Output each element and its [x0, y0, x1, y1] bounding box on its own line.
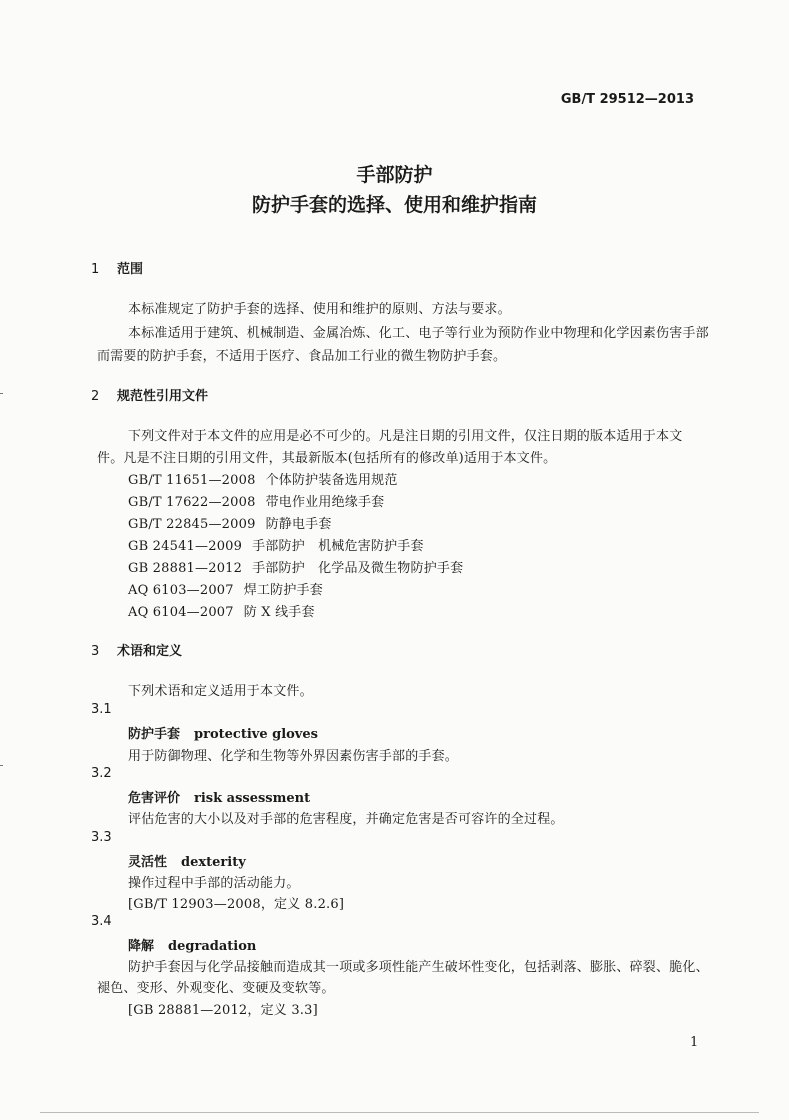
- term-definition: 操作过程中手部的活动能力。: [128, 876, 300, 891]
- document-title-line2: 防护手套的选择、使用和维护指南: [251, 194, 537, 216]
- reference-item: [128, 601, 315, 620]
- section-number: 1: [91, 262, 100, 277]
- term-cn: 灵活性: [128, 855, 168, 870]
- term-heading: [128, 935, 256, 954]
- term-heading: [128, 787, 310, 806]
- term-en: protective gloves: [194, 727, 318, 742]
- scan-bottom-edge: [40, 1112, 759, 1113]
- term-definition: 防护手套因与化学品接触而造成其一项或多项性能产生破坏性变化，包括剥落、膨胀、碎裂、脆化、: [128, 960, 709, 975]
- section-number: 3: [91, 644, 100, 659]
- reference-code: AQ 6104—2007: [128, 605, 234, 620]
- reference-code: GB 24541—2009: [128, 539, 243, 554]
- reference-title: 手部防护 化学品及微生物防护手套: [252, 561, 464, 576]
- reference-title: 带电作业用绝缘手套: [265, 495, 385, 510]
- term-definition: 褪色、变形、外观变化、变硬及变软等。: [97, 981, 335, 996]
- term-number: 3.2: [91, 766, 112, 781]
- page-number: 1: [690, 1035, 699, 1050]
- term-number: 3.4: [91, 914, 112, 929]
- reference-item: [128, 469, 398, 488]
- reference-code: GB/T 11651—2008: [128, 473, 256, 488]
- reference-item: [128, 557, 463, 576]
- term-en: dexterity: [181, 855, 246, 870]
- reference-code: GB/T 22845—2009: [128, 517, 256, 532]
- reference-title: 个体防护装备选用规范: [265, 473, 398, 488]
- standard-number: GB/T 29512—2013: [560, 92, 694, 107]
- section-number: 2: [91, 389, 100, 404]
- paragraph: 本标准适用于建筑、机械制造、金属冶炼、化工、电子等行业为预防作业中物理和化学因素伤害手部: [128, 326, 709, 341]
- term-cn: 危害评价: [128, 791, 181, 806]
- term-heading: [128, 723, 318, 742]
- term-definition: 用于防御物理、化学和生物等外界因素伤害手部的手套。: [128, 749, 459, 764]
- reference-title: 防 X 线手套: [243, 605, 315, 620]
- section-title: 范围: [117, 262, 144, 277]
- reference-item: [128, 491, 384, 510]
- paragraph: 而需要的防护手套，不适用于医疗、食品加工行业的微生物防护手套。: [97, 349, 507, 364]
- section-1-heading: [91, 258, 143, 277]
- section-title: 术语和定义: [117, 644, 183, 659]
- reference-code: AQ 6103—2007: [128, 583, 234, 598]
- term-number: 3.3: [91, 830, 112, 845]
- reference-title: 手部防护 机械危害防护手套: [252, 539, 424, 554]
- term-number: 3.1: [91, 702, 112, 717]
- reference-code: GB/T 17622—2008: [128, 495, 256, 510]
- term-source: [GB/T 12903—2008，定义 8.2.6]: [128, 897, 345, 912]
- reference-title: 焊工防护手套: [243, 583, 323, 598]
- paragraph: 下列术语和定义适用于本文件。: [128, 684, 313, 699]
- reference-title: 防静电手套: [265, 517, 332, 532]
- term-cn: 防护手套: [128, 727, 181, 742]
- section-title: 规范性引用文件: [117, 389, 209, 404]
- reference-item: [128, 513, 332, 532]
- scan-edge-mark: [0, 765, 3, 766]
- term-cn: 降解: [128, 939, 155, 954]
- term-definition: 评估危害的大小以及对手部的危害程度，并确定危害是否可容许的全过程。: [128, 812, 564, 827]
- reference-item: [128, 535, 424, 554]
- term-en: degradation: [168, 939, 257, 954]
- document-title-line1: 手部防护: [356, 164, 433, 186]
- paragraph: 本标准规定了防护手套的选择、使用和维护的原则、方法与要求。: [128, 302, 511, 317]
- term-heading: [128, 851, 246, 870]
- section-3-heading: [91, 640, 182, 659]
- reference-item: [128, 579, 323, 598]
- term-source: [GB 28881—2012，定义 3.3]: [128, 1003, 318, 1018]
- reference-code: GB 28881—2012: [128, 561, 243, 576]
- paragraph: 下列文件对于本文件的应用是必不可少的。凡是注日期的引用文件，仅注日期的版本适用于本文: [128, 429, 683, 444]
- scan-edge-mark: [0, 393, 3, 394]
- section-2-heading: [91, 385, 208, 404]
- term-en: risk assessment: [194, 791, 311, 806]
- paragraph: 件。凡是不注日期的引用文件，其最新版本(包括所有的修改单)适用于本文件。: [97, 451, 557, 466]
